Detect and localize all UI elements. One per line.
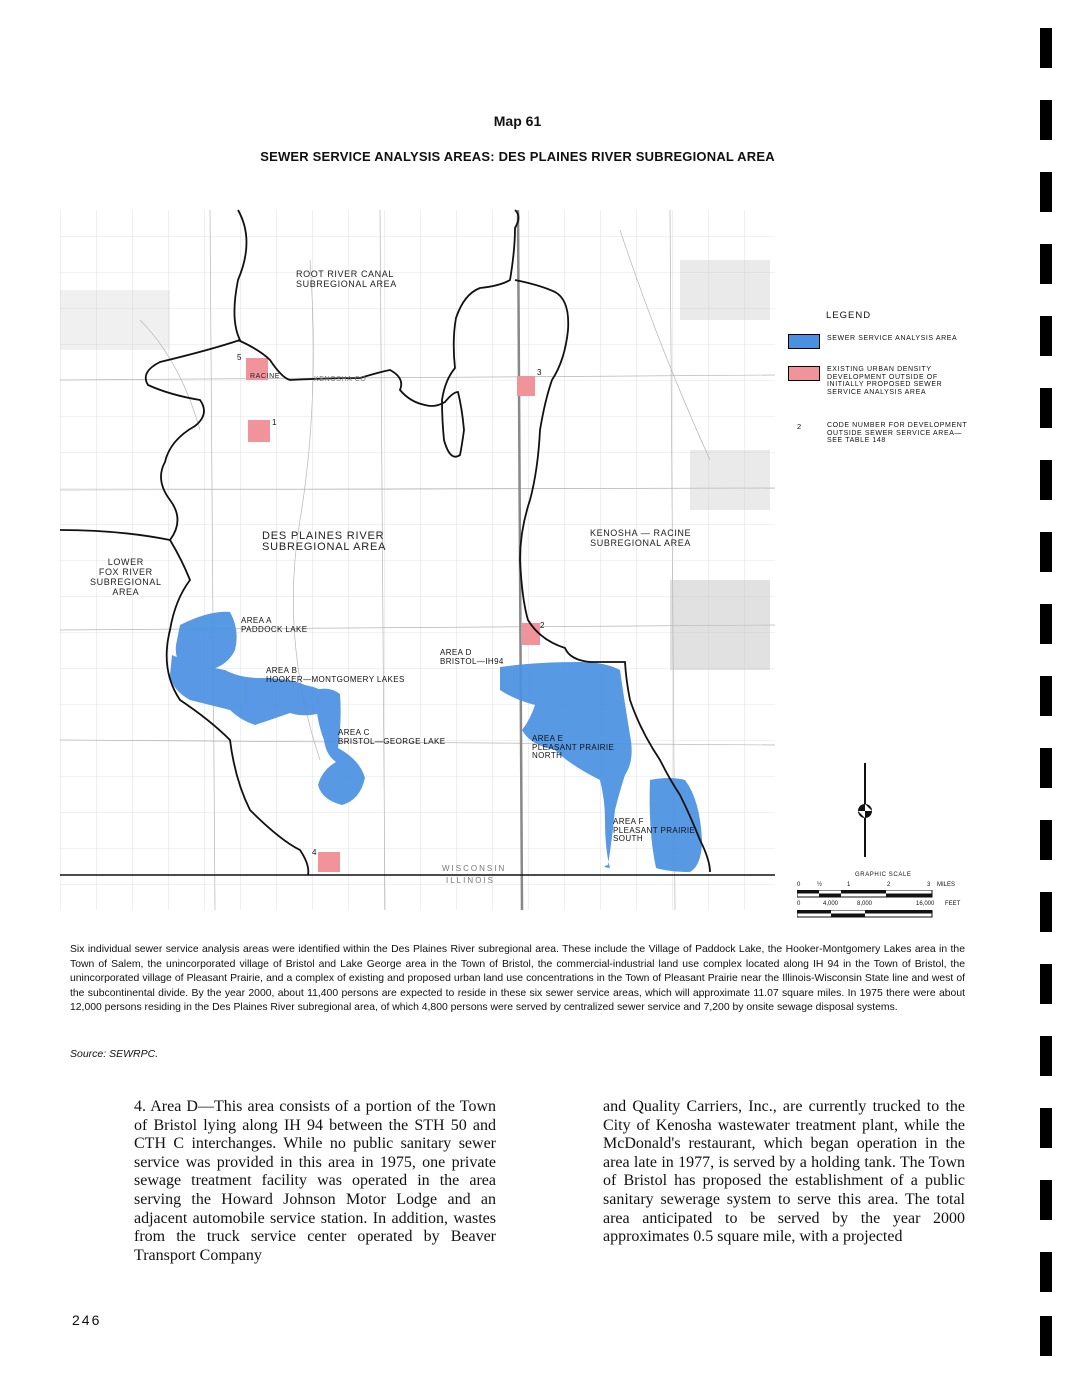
scale-mile-1: 1 [847, 882, 851, 888]
scale-feet-0: 0 [797, 901, 801, 907]
edge-mark [1040, 748, 1052, 788]
legend-pink-swatch [788, 366, 820, 381]
map [60, 200, 780, 925]
edge-mark [1040, 676, 1052, 716]
area-d-label: AREA D BRISTOL—IH94 [440, 648, 504, 666]
scale-title: GRAPHIC SCALE [855, 872, 912, 878]
map-subtitle: SEWER SERVICE ANALYSIS AREAS: DES PLAINES RIVER SUBREGIONAL AREA [260, 149, 775, 164]
legend-item-urban-outside: EXISTING URBAN DENSITY DEVELOPMENT OUTSIDE OF INITIALLY PROPOSED SEWER SERVICE ANALYSIS AREA [827, 366, 943, 396]
edge-mark [1040, 604, 1052, 644]
legend-item-analysis-area: SEWER SERVICE ANALYSIS AREA [827, 335, 958, 342]
area-b-label: AREA B HOOKER—MONTGOMERY LAKES [266, 666, 405, 684]
root-river-label: ROOT RIVER CANAL SUBREGIONAL AREA [296, 269, 397, 289]
code-number-2: 2 [540, 621, 545, 630]
area-f-label: AREA F PLEASANT PRAIRIE SOUTH [613, 817, 696, 843]
edge-mark [1040, 892, 1052, 932]
code-4-area [318, 852, 340, 872]
code-number-1: 1 [272, 418, 277, 427]
body-column-right: and Quality Carriers, Inc., are currently trucked to the City of Kenosha wastewater treatment plant, while the McDonald's restaurant, which began operation in the area late in 1977, is served by a holding tank. The Town of Bristol has proposed the establishment of a public sanitary sewerage system to serve this area. The total area anticipated to be served by the year 2000 approximates 0.5 square mile, with a projected [603, 1098, 965, 1246]
scale-mile-half: ½ [817, 882, 823, 888]
des-plaines-label: DES PLAINES RIVER SUBREGIONAL AREA [262, 530, 387, 553]
edge-mark [1040, 1180, 1052, 1220]
source-note: Source: SEWRPC. [70, 1048, 159, 1060]
code-number-4: 4 [312, 848, 317, 857]
area-c-label: AREA C BRISTOL—GEORGE LAKE [338, 728, 446, 746]
scale-feet-16000: 16,000 [916, 901, 935, 907]
scale-feet-4000: 4,000 [823, 901, 839, 907]
scale-mile-0: 0 [797, 882, 801, 888]
code-1-area [248, 420, 270, 442]
scale-miles-unit: MILES [937, 882, 956, 888]
scale-mile-3: 3 [927, 882, 931, 888]
edge-mark [1040, 532, 1052, 572]
illinois-place-label: ILLINOIS [446, 876, 495, 885]
map-svg [60, 200, 780, 925]
edge-mark [1040, 1108, 1052, 1148]
edge-mark [1040, 1036, 1052, 1076]
map-title: Map 61 [493, 113, 542, 129]
edge-mark [1040, 1316, 1052, 1356]
racine-place-label: RACINE [250, 373, 281, 380]
area-a-label: AREA A PADDOCK LAKE [241, 616, 308, 634]
legend-title: LEGEND [826, 310, 872, 321]
scale-feet-unit: FEET [945, 901, 961, 907]
wisconsin-place-label: WISCONSIN [442, 864, 507, 873]
area-e-label: AREA E PLEASANT PRAIRIE NORTH [532, 734, 615, 760]
miles-bar [797, 890, 937, 898]
scale-feet-8000: 8,000 [857, 901, 873, 907]
code-number-5: 5 [237, 353, 242, 362]
legend-blue-swatch [788, 334, 820, 349]
edge-mark [1040, 100, 1052, 140]
legend-item-code-number: CODE NUMBER FOR DEVELOPMENT OUTSIDE SEWER SERVICE AREA—SEE TABLE 148 [827, 422, 968, 445]
edge-mark [1040, 964, 1052, 1004]
scale-mile-2: 2 [887, 882, 891, 888]
code-2-area [522, 623, 540, 645]
kenosha-racine-label: KENOSHA — RACINE SUBREGIONAL AREA [590, 528, 692, 548]
edge-mark [1040, 1252, 1052, 1292]
north-arrow-icon [853, 763, 877, 857]
graphic-scale [795, 872, 975, 922]
feet-bar [797, 910, 937, 918]
edge-mark [1040, 460, 1052, 500]
code-number-3: 3 [537, 368, 542, 377]
edge-mark [1040, 172, 1052, 212]
lower-fox-label: LOWER FOX RIVER SUBREGIONAL AREA [90, 557, 162, 597]
edge-mark [1040, 820, 1052, 860]
code-3-area [517, 376, 535, 396]
body-column-left: 4. Area D—This area consists of a portion of the Town of Bristol lying along IH 94 between the STH 50 and CTH C interchanges. While no public sanitary sewer service was provided in this area in 1975, one private sewage treatment facility was operated in the area serving the Howard Johnson Motor Lodge and an adjacent automobile service station. In addition, wastes from the truck service center operated by Beaver Transport Company [134, 1098, 496, 1264]
page-number: 246 [72, 1312, 102, 1328]
edge-mark [1040, 316, 1052, 356]
edge-mark [1040, 388, 1052, 428]
edge-mark [1040, 28, 1052, 68]
map-caption: Six individual sewer service analysis areas were identified within the Des Plaines River subregional area. These include the Village of Paddock Lake, the Hooker-Montgomery Lakes area in the Town of Salem, the unincorporated village of Bristol and Lake George area in the Town of Bristol, the commercial-industrial land use complex located along IH 94 in the Town of Bristol, the unincorporated village of Pleasant Prairie, and a complex of existing and proposed urban land use concentrations in the Town of Pleasant Prairie near the Illinois-Wisconsin State line and west of the subcontinental divide. By the year 2000, about 11,400 persons are expected to reside in these six sewer service areas, which will approximate 11.07 square miles. In 1975 there were about 12,000 persons residing in the Des Plaines River subregional area, of which 4,800 persons were served by centralized sewer service and 7,200 by onsite sewage disposal systems. [70, 944, 965, 1013]
edge-mark [1040, 244, 1052, 284]
legend-code-symbol: 2 [797, 422, 802, 431]
kenosha-co-place-label: KENOSHA CO [314, 376, 367, 383]
